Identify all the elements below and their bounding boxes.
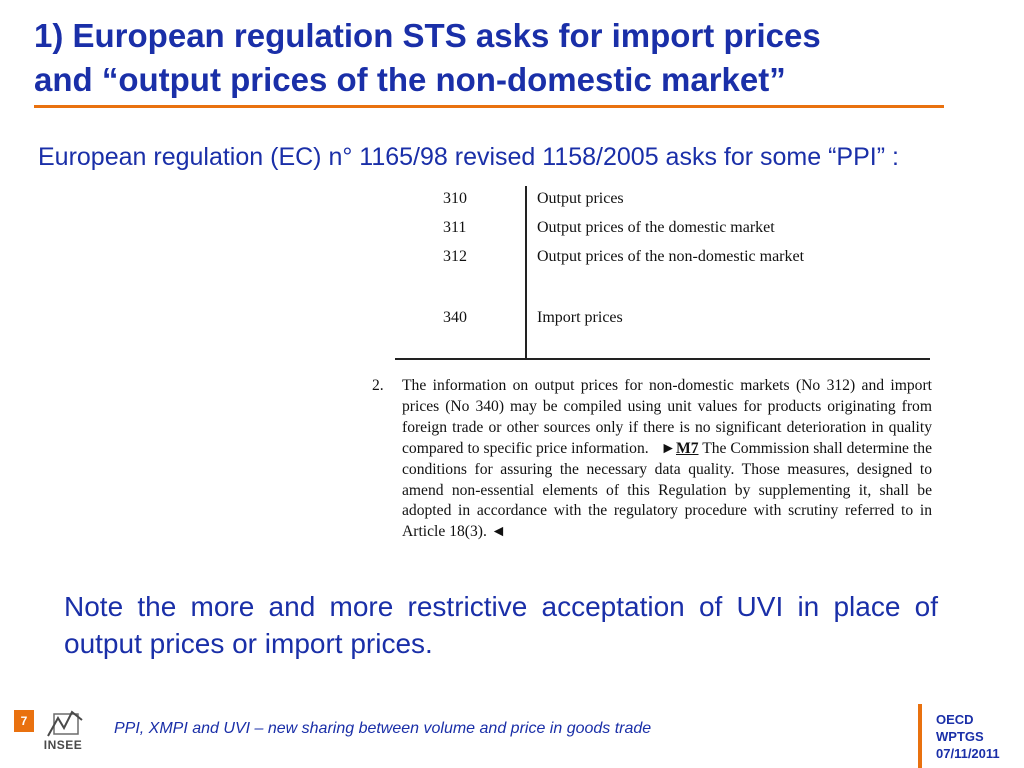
intro-text: European regulation (EC) n° 1165/98 revised 1158/2005 asks for some “PPI” : [38, 143, 899, 171]
footer-org: OECD [936, 712, 974, 727]
title-line-2: and “output prices of the non-domestic market” [34, 61, 786, 98]
closing-remark: Note the more and more restrictive acceptation of UVI in place of output prices or import prices. [64, 591, 938, 659]
footer-group: WPTGS [936, 729, 984, 744]
title-line-1: 1) European regulation STS asks for import prices [34, 17, 821, 54]
footer-date: 07/11/2011 [936, 746, 1000, 761]
table-row [395, 248, 930, 270]
row-code: 312 [443, 248, 467, 265]
footer-event-info [936, 711, 1000, 762]
table-row [395, 190, 930, 212]
slide-title [34, 14, 1004, 102]
paragraph-text [402, 376, 932, 543]
row-label: Output prices of the domestic market [537, 219, 775, 236]
row-label: Output prices [537, 190, 624, 207]
table-row [395, 219, 930, 241]
paragraph-text-part-1: The information on output prices for non-domestic markets (No 312) and import prices (No 340) may be compiled using unit values for products originating from foreign trade or other sources only if there is no significant deterioration in quality compared to specific price information. [402, 377, 932, 457]
insee-logo-icon [38, 706, 88, 738]
row-code: 340 [443, 309, 467, 326]
indicator-table [395, 186, 930, 360]
table-row [395, 309, 930, 331]
insee-logo [38, 706, 88, 758]
footer-caption: PPI, XMPI and UVI – new sharing between volume and price in goods trade [114, 720, 652, 737]
amendment-start-marker: ► [660, 439, 676, 457]
amendment-end-marker: ◄ [490, 523, 507, 541]
page-number: 7 [14, 710, 34, 732]
title-underline [34, 105, 944, 108]
table-bottom-rule [395, 358, 930, 360]
paragraph-number: 2. [372, 377, 384, 394]
logo-text: INSEE [43, 738, 83, 752]
row-label: Import prices [537, 309, 623, 326]
footer-divider [918, 704, 922, 768]
paragraph-text-part-2: The Commission shall determine the conditions for assuring the necessary data quality. Those measures, designed to amend non-essential elements of this Regulation by supplementing it, shall be adopted in accordance with the regulatory procedure with scrutiny referred to in Article 18(3). [402, 439, 932, 541]
amendment-reference: M7 [675, 439, 699, 457]
row-label: Output prices of the non-domestic market [537, 248, 805, 265]
row-code: 310 [443, 190, 467, 207]
row-code: 311 [443, 219, 467, 236]
